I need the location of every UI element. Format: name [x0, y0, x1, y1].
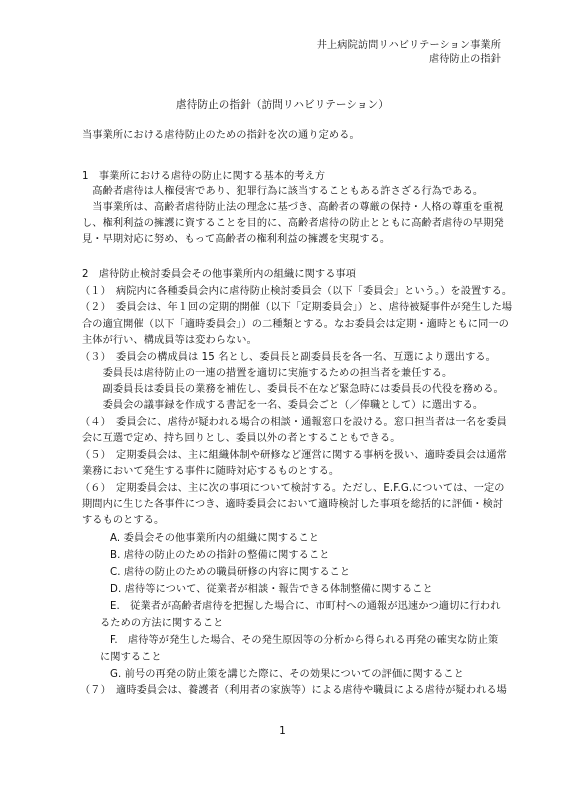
section1-line: 当事業所は、高齢者虐待防止法の理念に基づき、高齢者の尊厳の保持・人格の尊重を重視 — [82, 202, 504, 213]
section2-line: 委員会の議事録を作成する書記を一名、委員会ごと（／俸職として）に選出する。 — [82, 400, 484, 411]
section1-line: 見・早期対応に努め、もって高齢者の権利利益の擁護を実現する。 — [82, 234, 391, 245]
header-doc-title: 虐待防止の指針 — [428, 54, 501, 65]
list-item-f: F. 虐待等が発生した場合、その発生原因等の分析から得られる再発の確実な防止策 — [110, 635, 499, 646]
section2-line: 委員長は虐待防止の一連の措置を適切に実施するための担当者を兼任する。 — [82, 368, 453, 379]
list-item-a: A. 委員会その他事業所内の組織に関すること — [110, 533, 320, 544]
section2-line: 業務において発生する事件に随時対応するものとする。 — [82, 466, 340, 477]
section2-line: 合の適宜開催（以下「適時委員会」）の二種類とする。なお委員会は定期・適時ともに同一の — [82, 319, 509, 330]
section1-heading: 1 事業所における虐待の防止に関する基本的考え方 — [82, 171, 326, 182]
list-item-b: B. 虐待の防止のための指針の整備に関すること — [110, 550, 330, 561]
list-item-g: G. 前号の再発の防止策を講じた際に、その効果についての評価に関すること — [110, 669, 464, 680]
section2-line: するものとする。 — [82, 515, 165, 526]
section2-line: 主体が行い、構成員等は変わらない。 — [82, 335, 257, 346]
section2-line: （２） 委員会は、年１回の定期的開催（以下「定期委員会」）と、虐待被疑事件が発生した場 — [80, 302, 513, 313]
section2-line: （４） 委員会に、虐待が疑われる場合の相談・通報窓口を設ける。窓口担当者は一名を委員 — [80, 417, 507, 428]
section1-line: 高齢者虐待は人権侵害であり、犯罪行為に該当することもある許さざる行為である。 — [82, 186, 484, 197]
section1-line: し、権利利益の擁護に資することを目的に、高齢者虐待の防止とともに高齢者虐待の早期発 — [82, 218, 504, 229]
section2-line: （１） 病院内に各種委員会内に虐待防止検討委員会（以下「委員会」という。）を設置する。 — [80, 286, 513, 297]
section2-heading: 2 虐待防止検討委員会その他事業所内の組織に関する事項 — [82, 269, 357, 280]
list-item-f-cont: に関すること — [100, 652, 162, 663]
list-item-e-cont: るための方法に関すること — [100, 618, 224, 629]
header-org: 井上病院訪問リハビリテーション事業所 — [316, 40, 501, 51]
section2-line: 期間内に生じた各事件につき、適時委員会において適時検討した事項を総括的に評価・検討 — [82, 499, 504, 510]
section2-line: （３） 委員会の構成員は 15 名とし、委員長と副委員長を各一名、互選により選出する。 — [80, 352, 496, 363]
section2-last-line: （７） 適時委員会は、養護者（利用者の家族等）による虐待や職員による虐待が疑われる場 — [80, 685, 507, 696]
page-number: 1 — [279, 725, 286, 737]
list-item-c: C. 虐待の防止のための職員研修の内容に関すること — [110, 567, 351, 578]
section2-line: 会に互選で定め、持ち回りとし、委員以外の者とすることもできる。 — [82, 433, 401, 444]
section2-line: 副委員長は委員長の業務を補佐し、委員長不在など緊急時には委員長の代役を務める。 — [82, 384, 504, 395]
section2-line: （５） 定期委員会は、主に組織体制や研修など運営に関する事柄を扱い、適時委員会は通常 — [80, 450, 507, 461]
document-title: 虐待防止の指針（訪問リハビリテーション） — [176, 99, 389, 111]
list-item-e: E. 従業者が高齢者虐待を把握した場合に、市町村への通報が迅速かつ適切に行われ — [110, 601, 501, 612]
list-item-d: D. 虐待等について、従業者が相談・報告できる体制整備に関すること — [110, 584, 433, 595]
section2-line: （６） 定期委員会は、主に次の事項について検討する。ただし、E.F.G.については、一定の — [80, 483, 505, 494]
intro-text: 当事業所における虐待防止のための指針を次の通り定める。 — [82, 130, 360, 141]
